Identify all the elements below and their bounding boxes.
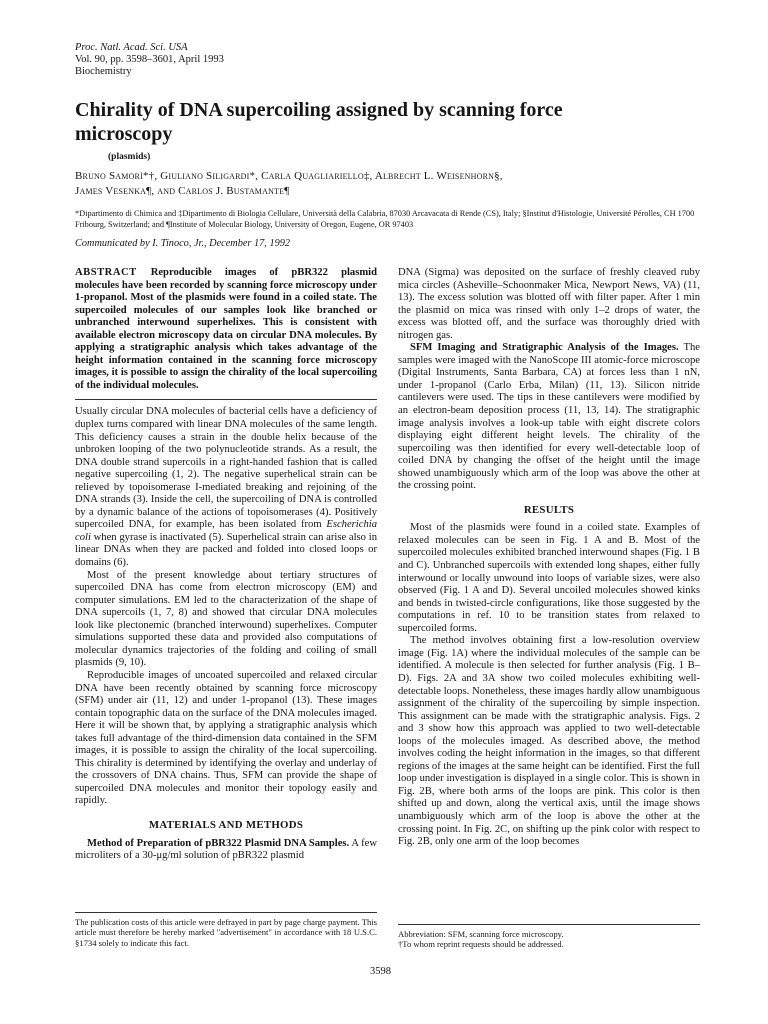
results-paragraph-2: The method involves obtaining first a low-resolution overview image (Fig. 1A) where the individual molecules of the sample can be identified. A molecule is then selected for further analysis (Fig. 1 B–D). Figs. 2A and 3A show two coiled molecules exhibiting well-detectable loops. Nonetheless, these images hardly allow unambiguous assignment of the chirality of the supercoiling by simple inspection. This assignment can be made with the stratigraphic analysis. Figs. 2 and 3 show how this approach was applied to two well-detectable loops of the molecules imaged. As described above, the method involves coding the height information in the images, so that different regions of the images at the same height can be identified. First the full loop under investigation is displayed in a single color. This is shown in Fig. 2B, where both arms of the loops are pink. This color is then shifted up and down, along the vertical axis, until the image shows unambiguously which arm of the loop is above the other at the crossing point. In Fig. 2C, on shifting up the pink color with respect to Fig. 2B, only one arm of the loop becomes bbox=[398, 635, 700, 848]
methods-paragraph-3: SFM Imaging and Stratigraphic Analysis of the Images. The samples were imaged with the NanoScope III atomic-force microscope (Digital Instruments, Santa Barbara, CA) at forces less than 1 nN, under 1-propanol (Carlo Erba, Milan) (11, 13). Silicon nitride cantilevers were used. The tips in these cantilevers were modified by an electron-beam deposition process (11, 13, 14). The stratigraphic image analysis involves a look-up table with eight discrete colors displaying eight different height levels. The chirality of the supercoiling was then identified for every well-detectable loop of coiled DNA by changing the offset of the height until the image showed unambiguously which arm of the loop was above the other at the crossing point. bbox=[398, 342, 700, 492]
section-heading-results: RESULTS bbox=[523, 503, 575, 516]
intro-paragraph-3: Reproducible images of uncoated supercoiled and relaxed circular DNA have been recently obtained by scanning force microscopy (SFM) under air (11, 12) and under 1-propanol (13). These images contain topographic data on the surface of the DNA molecules imaged. Here it will be shown that, by applying a stratigraphic analysis which takes full advantage of the third-dimension data contained in the SFM images, it is possible to assign the chirality of the local supercoiling. This chirality is determined by identifying the overlay and underlay of the crossovers of DNA chains. Thus, SFM can provide the shape of supercoiled DNA molecules and monitor their topology easily and rapidly. bbox=[75, 669, 377, 807]
author-footnotes bbox=[398, 924, 700, 950]
methods-paragraph-2: DNA (Sigma) was deposited on the surface of freshly cleaved ruby mica circles (Asheville–Schoonmaker Mica, Newport News, VA) (11, 13). The excess solution was blotted off with filter paper. After 1 min the plasmid on mica was rinsed with only 1–2 drops of water, the excess was blotted off, and the surface was thoroughly dried with nitrogen gas. bbox=[398, 267, 700, 341]
abstract-text: Reproducible images of pBR322 plasmid molecules have been recorded by scanning force microscopy under 1-propanol. Most of the plasmids were found in a coiled state. The supercoiled molecules of our samples look like branched or unbranched interwound superhelixes. This is consistent with available electron microscopy data on circular DNA molecules. By applying a stratigraphic analysis which takes advantage of the height information contained in the scanning force microscopy images, it is possible to assign the chirality of the local supercoiling of the individual molecules. bbox=[75, 267, 377, 391]
page-number: 3598 bbox=[370, 966, 391, 977]
left-column bbox=[75, 267, 377, 863]
reprint-footnote: †To whom reprint requests should be addressed. bbox=[398, 939, 564, 950]
authors-line-1: Bruno Samorì*†, Giuliano Siligardi*, Carla Quagliariello‡, Albrecht L. Weisenhorn§, bbox=[75, 170, 503, 182]
footnote-divider-right bbox=[398, 924, 700, 925]
journal-name: Proc. Natl. Acad. Sci. USA bbox=[75, 42, 188, 53]
keywords: (plasmids) bbox=[108, 152, 151, 162]
section-name: Biochemistry bbox=[75, 66, 132, 77]
author-list bbox=[75, 169, 715, 199]
authors-line-2: James Vesenka¶, and Carlos J. Bustamante¶ bbox=[75, 185, 290, 197]
abstract bbox=[75, 267, 377, 392]
affiliations: *Dipartimento di Chimica and ‡Dipartimento di Biologia Cellulare, Università della Calabria, 87030 Arcavacata di Rende (CS), Italy; §Institut d'Histologie, Université Pérolles, CH 1700 Fribourg, Switzerland; and ¶Institute of Molecular Biology, University of Oregon, Eugene, OR 97403 bbox=[75, 209, 695, 229]
results-paragraph-1: Most of the plasmids were found in a coiled state. Examples of relaxed molecules can be seen in Fig. 1 A and B. Most of the supercoiled molecules exhibited branched interwound shapes (Fig. 1 B and C). Unbranched supercoils with extended long shapes, either fully interwound or locally unwound into loops of variable sizes, were also observed (Fig. 1 A and D). Several uncoiled molecules showed kinks and bends in twisted-circle configurations, like those suggested by the computations in ref. 10 to be transition states from relaxed to supercoiled forms. bbox=[398, 522, 700, 634]
abbreviation-footnote: Abbreviation: SFM, scanning force microscopy. bbox=[398, 929, 564, 939]
journal-header bbox=[75, 42, 224, 78]
section-heading-methods: MATERIALS AND METHODS bbox=[148, 818, 304, 831]
footnote-divider-left bbox=[75, 912, 377, 913]
right-column bbox=[398, 267, 700, 849]
cost-footnote-text: The publication costs of this article were defrayed in part by page charge payment. This article must therefore be hereby marked "advertisement" in accordance with 18 U.S.C. §1734 solely to indicate this fact. bbox=[75, 917, 377, 948]
intro-paragraph-1: Usually circular DNA molecules of bacterial cells have a deficiency of duplex turns compared with linear DNA molecules of the same length. This deficiency causes a strain in the double helix because of the unbroken looping of the two polynucleotide strands. As a result, the DNA double strand supercoils in a right-handed fashion that is called negative supercoiling (1, 2). The negative superhelical strain can be relieved by topoisomerase I-mediated breaking and rejoining of the DNA strands (3). Inside the cell, the supercoiling of DNA is controlled by a dynamic balance of the actions of topoisomerases (4). Positively supercoiled DNA, for example, has been isolated from Escherichia coli when gyrase is inactivated (5). Superhelical strain can arise also in linear DNAs when they are packed and folded into closed loops or domains (6). bbox=[75, 406, 377, 569]
methods-paragraph-1: Method of Preparation of pBR322 Plasmid DNA Samples. A few microliters of a 30-μg/ml solution of pBR322 plasmid bbox=[75, 837, 377, 862]
article-title: Chirality of DNA supercoiling assigned by scanning force microscopy bbox=[75, 99, 563, 145]
communicated-by: Communicated by I. Tinoco, Jr., December 17, 1992 bbox=[75, 238, 291, 249]
abstract-divider bbox=[75, 399, 377, 400]
abstract-label: ABSTRACT bbox=[75, 267, 137, 278]
volume-info: Vol. 90, pp. 3598–3601, April 1993 bbox=[75, 54, 224, 65]
cost-footnote bbox=[75, 912, 377, 948]
intro-paragraph-2: Most of the present knowledge about tertiary structures of supercoiled DNA has come from electron microscopy (EM) and computer simulations. EM led to the characterization of the shape of DNA supercoils (1, 7, 8) and showed that circular DNA molecules look like plectonemic (branched interwound) superhelixes. Computer simulations supported these data and provided also computations of molecular dynamics trajectories of the folding and coiling of small plasmids (9, 10). bbox=[75, 569, 377, 669]
